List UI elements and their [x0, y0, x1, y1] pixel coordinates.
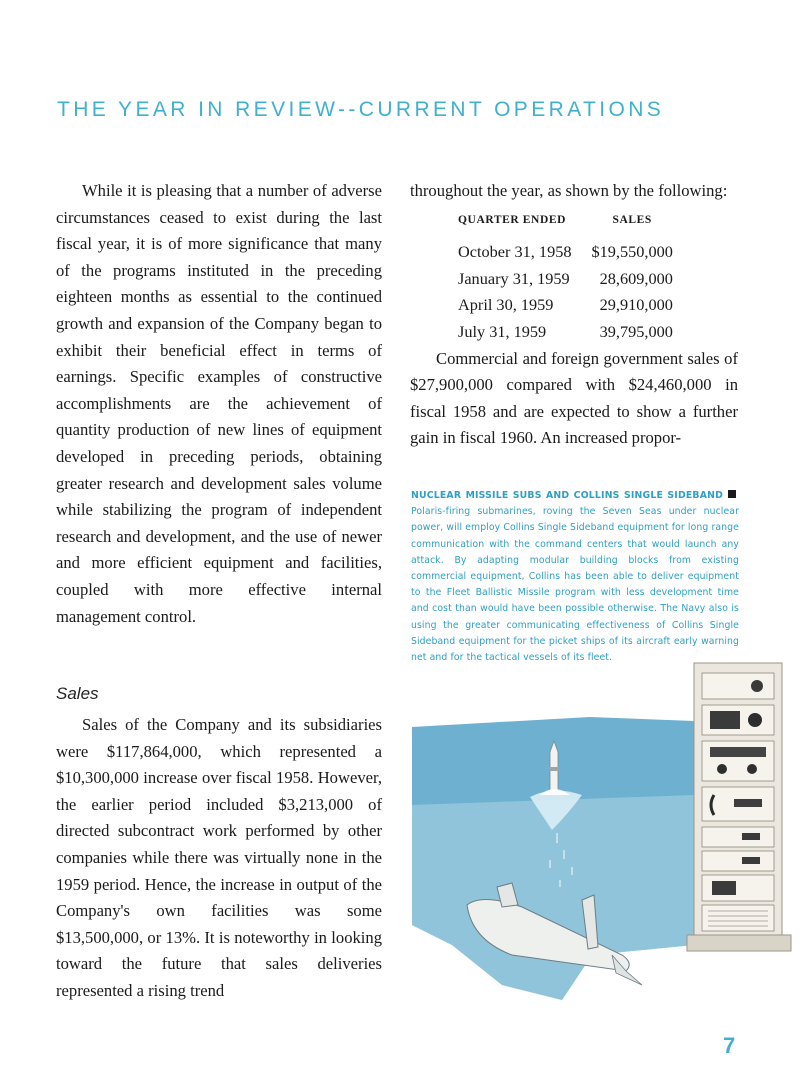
quarter-date: October 31, 1958 [458, 242, 572, 262]
left-column [56, 178, 382, 630]
sales-section-body [56, 712, 382, 1005]
commercial-sales-paragraph: Commercial and foreign government sales of $27,900,000 compared with $24,460,000 in fiscal 1958 and are expected to show a further gain in fiscal 1960. An increased propor- [410, 348, 738, 448]
intro-paragraph: While it is pleasing that a number of adverse circumstances ceased to exist during the last fiscal year, it is of more significance that many of the programs instituted in the preceding eighteen months as essential to the continued growth and expansion of the Company began to exhibit their beneficial effect in terms of earnings. Specific examples of constructive accomplishments are the achievement of quantity production of new lines of equipment developed in preceding periods, obtaining greater research and development sales volume while stabilizing the program of independent research and development, and the use of newer and more efficient equipment and facilities, coupled with more effective internal management control. [56, 181, 382, 626]
right-column [410, 178, 738, 452]
table-row [458, 319, 673, 346]
quarter-ended-header: QUARTER ENDED [458, 213, 567, 226]
page-heading: THE YEAR IN REVIEW--CURRENT OPERATIONS [57, 98, 665, 121]
caption-title: NUCLEAR MISSILE SUBS AND COLLINS SINGLE SIDEBAND [411, 490, 723, 501]
page-number: 7 [723, 1033, 736, 1058]
table-row [458, 239, 673, 266]
sales-paragraph: Sales of the Company and its subsidiaries were $117,864,000, which represented a $10,300,000 increase over fiscal 1958. However, the earlier period included $3,213,000 of directed subcontract work performed by other companies while there was virtually none in the 1959 period. Hence, the increase in output of the Company's own facilities was some $13,500,000, or 13%. It is noteworthy in looking toward the future that sales deliveries represented a rising trend [56, 715, 382, 1000]
sideband-equipment-rack-icon [687, 663, 791, 951]
continuation-text: throughout the year, as shown by the following: [410, 181, 728, 200]
sales-section-title: Sales [56, 684, 99, 703]
sales-amount: 39,795,000 [599, 321, 673, 341]
quarter-date: January 31, 1959 [458, 268, 570, 288]
square-bullet-icon [728, 490, 736, 498]
illustration-caption [411, 488, 739, 666]
sales-amount: 29,910,000 [599, 295, 673, 315]
table-row [458, 266, 673, 293]
quarter-date: April 30, 1959 [458, 295, 554, 315]
quarter-date: July 31, 1959 [458, 321, 547, 341]
sales-amount: $19,550,000 [591, 242, 673, 262]
table-row [458, 292, 673, 319]
sales-header: SALES [612, 213, 652, 226]
table-header-row [458, 207, 673, 240]
sales-amount: 28,609,000 [599, 268, 673, 288]
quarterly-sales-table [458, 207, 673, 346]
caption-text: Polaris-firing submarines, roving the Seven Seas under nuclear power, will employ Collins Single Sideband equipment for long range communication with the command centers that would launch any attack. By adapting modular building blocks from existing commercial equipment, Collins has been able to deliver equipment to the Fleet Ballistic Missile program with less development time and cost than would have been possible otherwise. The Navy also is using the greater communicating effectiveness of Collins Single Sideband equipment for the picket ships of its aircraft early warning net and for the tactical vessels of its fleet. [411, 506, 739, 664]
submarine-illustration [412, 655, 794, 1015]
